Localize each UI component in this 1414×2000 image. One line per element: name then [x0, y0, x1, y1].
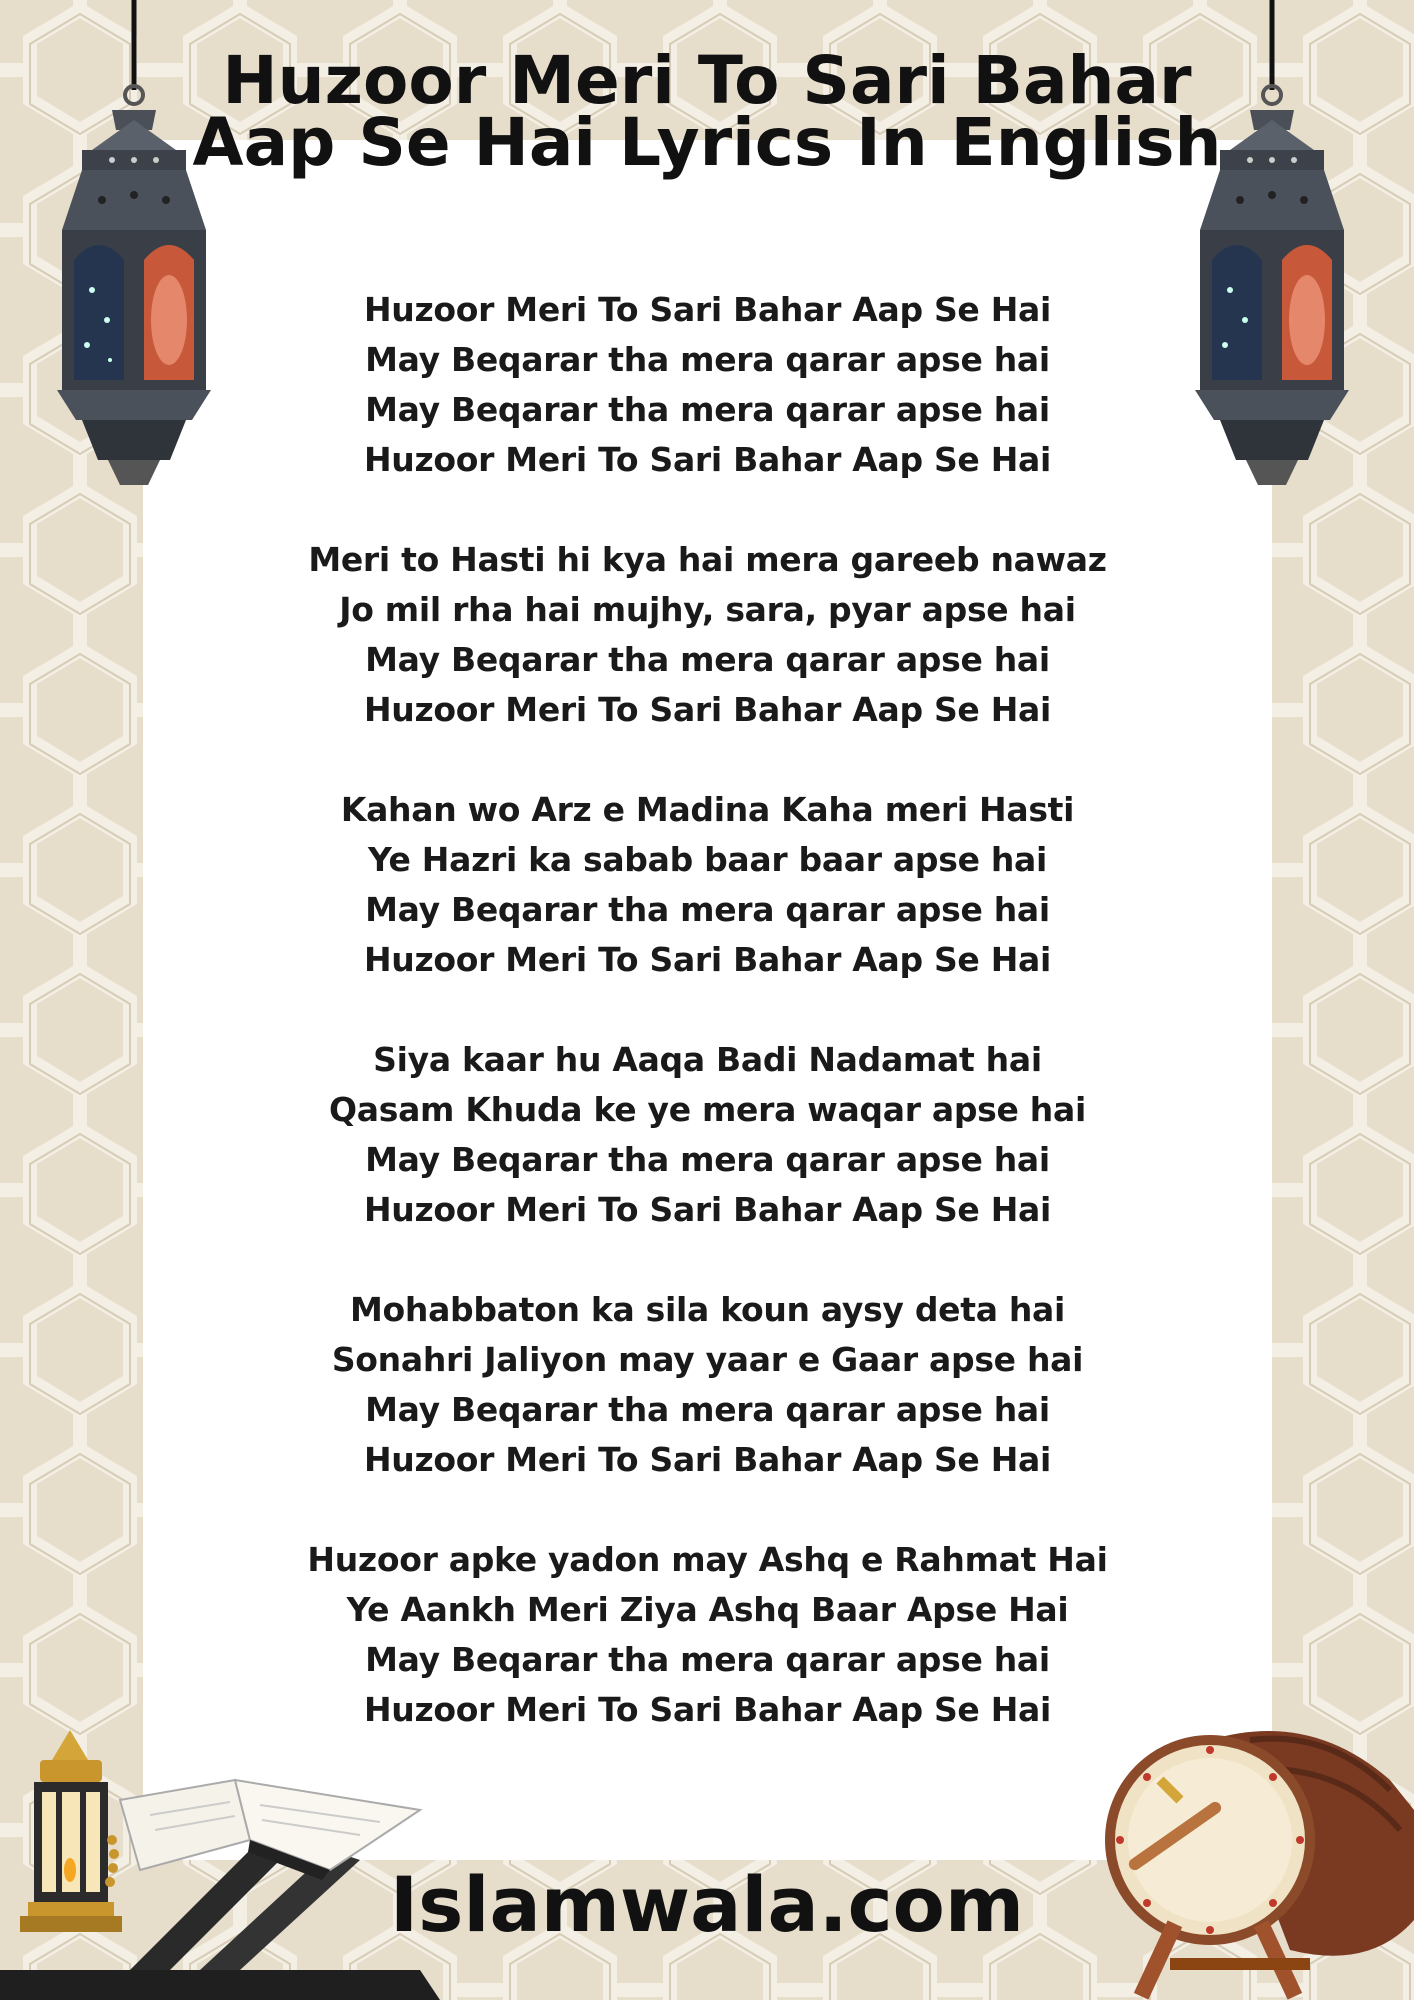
- stanza: [143, 535, 1272, 735]
- lyric-line: May Beqarar tha mera qarar apse hai: [365, 640, 1050, 679]
- lyric-line: Kahan wo Arz e Madina Kaha meri Hasti: [340, 790, 1075, 829]
- stanza: [143, 1535, 1272, 1735]
- lyric-line: Mohabbaton ka sila koun aysy deta hai: [349, 1290, 1066, 1329]
- title-line-2: Aap Se Hai Lyrics In English: [192, 104, 1222, 181]
- site-name: Islamwala.com: [389, 1860, 1025, 1949]
- lyric-line: Jo mil rha hai mujhy, sara, pyar apse hai: [339, 590, 1076, 629]
- lyric-line: Huzoor Meri To Sari Bahar Aap Se Hai: [363, 1440, 1052, 1479]
- lyric-line: Huzoor apke yadon may Ashq e Rahmat Hai: [307, 1540, 1108, 1579]
- lyric-line: Sonahri Jaliyon may yaar e Gaar apse hai: [331, 1340, 1084, 1379]
- lyric-line: Siya kaar hu Aaqa Badi Nadamat hai: [373, 1040, 1042, 1079]
- lyric-line: Ye Hazri ka sabab baar baar apse hai: [367, 840, 1048, 879]
- lyric-line: May Beqarar tha mera qarar apse hai: [365, 340, 1050, 379]
- page-title: [0, 42, 1414, 181]
- lyric-line: May Beqarar tha mera qarar apse hai: [365, 890, 1050, 929]
- lyric-line: May Beqarar tha mera qarar apse hai: [365, 1640, 1050, 1679]
- lyric-line: May Beqarar tha mera qarar apse hai: [365, 390, 1050, 429]
- lyric-line: Huzoor Meri To Sari Bahar Aap Se Hai: [363, 290, 1052, 329]
- lyric-line: Huzoor Meri To Sari Bahar Aap Se Hai: [363, 1690, 1052, 1729]
- lyrics-body: [143, 285, 1272, 1785]
- lyric-line: Huzoor Meri To Sari Bahar Aap Se Hai: [363, 690, 1052, 729]
- stanza: [143, 1035, 1272, 1235]
- lyric-line: Ye Aankh Meri Ziya Ashq Baar Apse Hai: [346, 1590, 1069, 1629]
- lyric-line: Huzoor Meri To Sari Bahar Aap Se Hai: [363, 940, 1052, 979]
- lyric-line: Meri to Hasti hi kya hai mera gareeb nawaz: [308, 540, 1107, 579]
- lyric-line: Huzoor Meri To Sari Bahar Aap Se Hai: [363, 440, 1052, 479]
- stanza: [143, 785, 1272, 985]
- lyric-line: May Beqarar tha mera qarar apse hai: [365, 1140, 1050, 1179]
- lyric-line: May Beqarar tha mera qarar apse hai: [365, 1390, 1050, 1429]
- lyric-line: Huzoor Meri To Sari Bahar Aap Se Hai: [363, 1190, 1052, 1229]
- title-line-1: Huzoor Meri To Sari Bahar: [222, 42, 1192, 119]
- lyric-line: Qasam Khuda ke ye mera waqar apse hai: [329, 1090, 1086, 1129]
- stanza: [143, 285, 1272, 485]
- stanza: [143, 1285, 1272, 1485]
